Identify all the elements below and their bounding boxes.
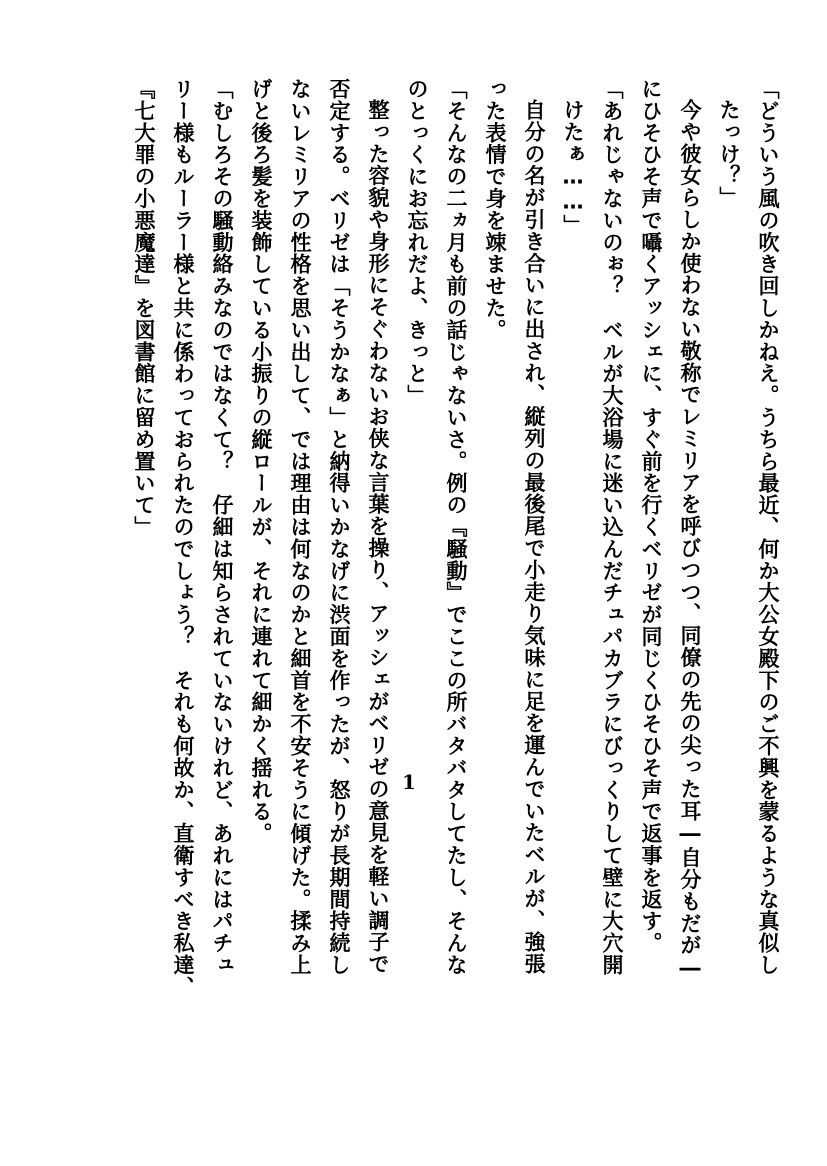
page-number: 1 <box>402 770 416 794</box>
text-column-17: 『七大罪の小悪魔達』を図書館に留め置いて」 <box>132 78 156 538</box>
text-column-2: たっけ？」 <box>717 99 741 209</box>
text-column-16: リー様もルーラー様と共に係わっておられたのでしょう？ それも何故か、直衛すべき私達、 <box>171 78 195 998</box>
text-column-7: 自分の名が引き合いに出され、縦列の最後尾で小走り気味に足を運んでいたベルが、強張 <box>522 99 546 975</box>
text-column-11: 整った容貌や身形にそぐわないお侠な言葉を操り、アッシェがベリゼの意見を軽い調子で <box>366 99 390 975</box>
text-column-14: げと後ろ髪を装飾している小振りの縦ロールが、それに連れて細かく揺れる。 <box>249 78 273 845</box>
text-column-5: 「あれじゃないのぉ？ ベルが大浴場に迷い込んだチュパカブラにびっくりして壁に大穴開 <box>600 78 624 976</box>
text-column-13: ないレミリアの性格を思い出して、では理由は何なのかと細首を不安そうに傾げた。揉み上 <box>288 78 312 976</box>
text-column-12: 否定する。ベリゼは「そうかなぁ」と納得いかなげに渋面を作ったが、怒りが長期間持続し <box>327 78 351 976</box>
text-column-1: 「どういう風の吹き回しかねえ。うちら最近、何か大公女殿下のご不興を蒙るような真似し <box>756 78 780 976</box>
text-column-3: 今や彼女らしか使わない敬称でレミリアを呼びつつ、同僚の先の尖った耳―自分もだが― <box>678 99 702 981</box>
text-column-8: った表情で身を竦ませた。 <box>483 78 507 341</box>
text-column-9: 「そんなの二ヵ月も前の話じゃないさ。例の『騒動』でここの所バタバタしてたし、そんな <box>444 78 468 976</box>
body-text <box>27 78 787 1108</box>
text-column-4: にひそひそ声で囁くアッシェに、すぐ前を行くベリゼが同じくひそひそ声で返事を返す。 <box>639 78 663 954</box>
text-column-15: 「むしろその騒動絡みなのではなくて？ 仔細は知らされていないけれど、あれにはパチュ <box>210 78 234 976</box>
text-column-10: のとっくにお忘れだよ、きっと」 <box>405 78 429 407</box>
text-column-6: けたぁ……」 <box>561 99 585 237</box>
